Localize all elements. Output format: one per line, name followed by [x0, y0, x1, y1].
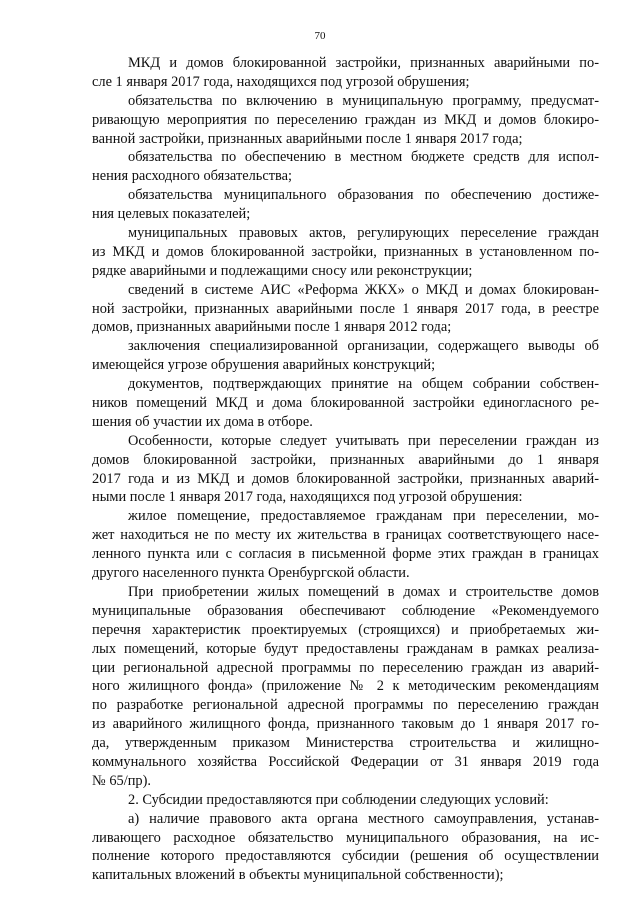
text-line: ными после 1 января 2017 года, находящихся под угрозой обрушения: [92, 489, 523, 506]
text-line: муниципальные образования обеспечивают соблюдение «Рекомендуемого [92, 602, 599, 619]
text-line: 2017 года и из МКД и домов блокированной застройки, признанных аварий- [92, 470, 599, 487]
text-line: другого населенного пункта Оренбургской области. [92, 565, 410, 582]
text-line: ния целевых показателей; [92, 206, 251, 223]
text-line: а) наличие правового акта органа местного самоуправления, устанав- [128, 810, 599, 827]
text-line: Особенности, которые следует учитывать при переселении граждан из [128, 432, 599, 449]
text-line: обязательства по обеспечению в местном бюджете средств для испол- [128, 149, 599, 166]
text-line: № 65/пр). [92, 772, 152, 789]
text-line: нения расходного обязательства; [92, 168, 293, 185]
text-line: жет находиться не по месту их жительства в границах соответствующего насе- [92, 527, 599, 544]
text-line: ной застройки, признанных аварийными после 1 января 2017 года, в реестре [92, 300, 599, 317]
text-line: капитальных вложений в объекты муниципальной собственности); [92, 867, 504, 884]
text-line: документов, подтверждающих принятие на общем собрании собствен- [128, 376, 599, 393]
text-line: по разработке региональной адресной программы по переселению граждан [92, 697, 599, 714]
text-line: из аварийного жилищного фонда, признанного таковым до 1 января 2017 го- [92, 716, 599, 733]
text-line: рядке аварийными и подлежащими сносу или реконструкции; [92, 262, 473, 279]
text-line: имеющейся угрозе обрушения аварийных конструкций; [92, 357, 436, 374]
text-line: сле 1 января 2017 года, находящихся под угрозой обрушения; [92, 73, 470, 90]
page-number: 70 [314, 30, 326, 42]
text-line: ливающего расходное обязательство муниципального образования, на ис- [92, 829, 599, 846]
text-line: из МКД и домов блокированной застройки, признанных в установленном по- [92, 243, 599, 260]
text-line: МКД и домов блокированной застройки, признанных аварийными по- [128, 55, 599, 71]
text-line: муниципальных правовых актов, регулирующих переселение граждан [128, 225, 599, 242]
text-line: да, утвержденным приказом Министерства строительства и жилищно- [92, 735, 599, 752]
text-line: сведений в системе АИС «Реформа ЖКХ» о МКД и домах блокирован- [128, 281, 599, 298]
text-line: жилое помещение, предоставляемое гражданам при переселении, мо- [128, 508, 599, 525]
text-line: шения об участии их дома в отборе. [92, 413, 313, 430]
text-line: перечня характеристик проектируемых (строящихся) и приобретаемых жи- [92, 621, 599, 638]
text-line: ного жилищного фонда» (приложение № 2 к методическим рекомендациям [92, 678, 599, 695]
text-line: 2. Субсидии предоставляются при соблюдении следующих условий: [128, 791, 549, 808]
text-line: обязательства по включению в муниципальную программу, предусмат- [128, 92, 599, 109]
text-line: ции региональной адресной программы по переселению граждан из аварий- [92, 659, 599, 676]
text-line: обязательства муниципального образования по обеспечению достиже- [128, 187, 599, 204]
text-line: коммунального хозяйства Российской Федерации от 31 января 2019 года [92, 753, 599, 770]
text-line: ванной застройки, признанных аварийными после 1 января 2017 года; [92, 130, 523, 147]
text-line: ленного пункта или с согласия в письменной форме этих граждан в границах [92, 546, 599, 563]
text-line: домов блокированной застройки, признанных аварийными до 1 января [92, 451, 599, 468]
document-body [92, 54, 599, 885]
text-line: лых помещений, которые будут предоставлены гражданам в рамках реализа- [92, 640, 599, 657]
text-line: домов, признанных аварийными после 1 января 2012 года; [92, 319, 452, 336]
text-line: заключения специализированной организации, содержащего выводы об [128, 338, 599, 355]
text-line: ривающую мероприятия по переселению граждан из МКД и домов блокиро- [92, 111, 599, 128]
text-line: ников помещений МКД и дома блокированной застройки единогласного ре- [92, 395, 599, 412]
text-line: При приобретении жилых помещений в домах и строительстве домов [128, 583, 599, 600]
text-line: полнение которого предоставляются субсидии (решения об осуществлении [92, 848, 599, 865]
